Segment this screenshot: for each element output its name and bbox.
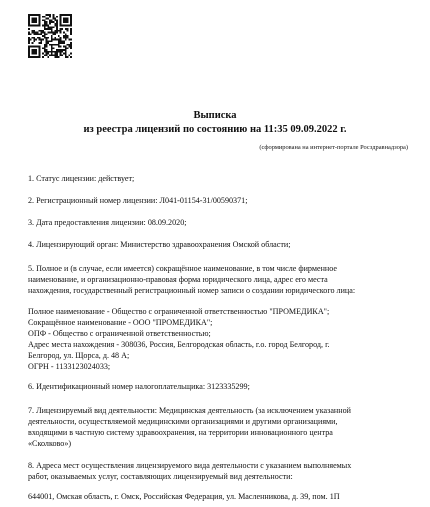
text-line: 7. Лицензируемый вид деятельности: Медицинская деятельность (за исключением указанной xyxy=(28,406,351,415)
license-reg-number: 2. Регистрационный номер лицензии: Л041-01154-31/00590371; xyxy=(28,196,248,205)
text-line: Сокращённое наименование - ООО "ПРОМЕДИКА"; xyxy=(28,317,213,327)
tax-id: 6. Идентификационный номер налогоплательщика: 3123335299; xyxy=(28,382,250,391)
text-line: нахождения, государственный регистрационный номер записи о создании юридического лица: xyxy=(28,285,356,295)
text-line: работ, оказываемых услуг, составляющих лицензируемый вид деятельности: xyxy=(28,471,293,481)
text-line: наименование, и организационно-правовая форма юридического лица, адрес его места xyxy=(28,274,328,284)
document-title: Выписка xyxy=(193,110,237,121)
text-line: Адрес места нахождения - 308036, Россия, Белгородская область, г.о. город Белгород, г. xyxy=(28,339,330,349)
document-subtitle: из реестра лицензий по состоянию на 11:35 09.09.2022 г. xyxy=(83,124,347,135)
text-line: ОПФ - Общество с ограниченной ответственностью; xyxy=(28,328,211,338)
activity-addresses-heading xyxy=(28,461,410,483)
text-line: Полное наименование - Общество с ограниченной ответственностью "ПРОМЕДИКА"; xyxy=(28,307,330,316)
text-line: 8. Адреса мест осуществления лицензируемого вида деятельности с указанием выполняемых xyxy=(28,461,352,470)
text-line: ОГРН - 1133123024033; xyxy=(28,361,111,371)
text-line: Белгород, ул. Щорса, д. 48 А; xyxy=(28,350,130,360)
text-line: входящими в частную систему здравоохранения, на территории инновационного центра xyxy=(28,427,333,437)
licensed-activity xyxy=(28,406,410,450)
qr-code xyxy=(28,14,72,58)
document-source-note: (сформирована на интернет-портале Росздравнадзора) xyxy=(259,144,408,151)
legal-entity-details xyxy=(28,307,410,372)
text-line: 5. Полное и (в случае, если имеется) сокращённое наименование, в том числе фирменное xyxy=(28,264,337,273)
license-date: 3. Дата предоставления лицензии: 08.09.2020; xyxy=(28,218,187,227)
activity-address-1: 644001, Омская область, г. Омск, Российская Федерация, ул. Масленникова, д. 39, пом. 1П xyxy=(28,492,340,501)
license-status: 1. Статус лицензии: действует; xyxy=(28,174,135,183)
text-line: «Сколково») xyxy=(28,438,72,448)
licensing-authority: 4. Лицензирующий орган: Министерство здравоохранения Омской области; xyxy=(28,240,291,249)
text-line: деятельности, осуществляемой медицинскими организациями и другими организациями, xyxy=(28,416,338,426)
legal-entity-heading xyxy=(28,264,410,297)
